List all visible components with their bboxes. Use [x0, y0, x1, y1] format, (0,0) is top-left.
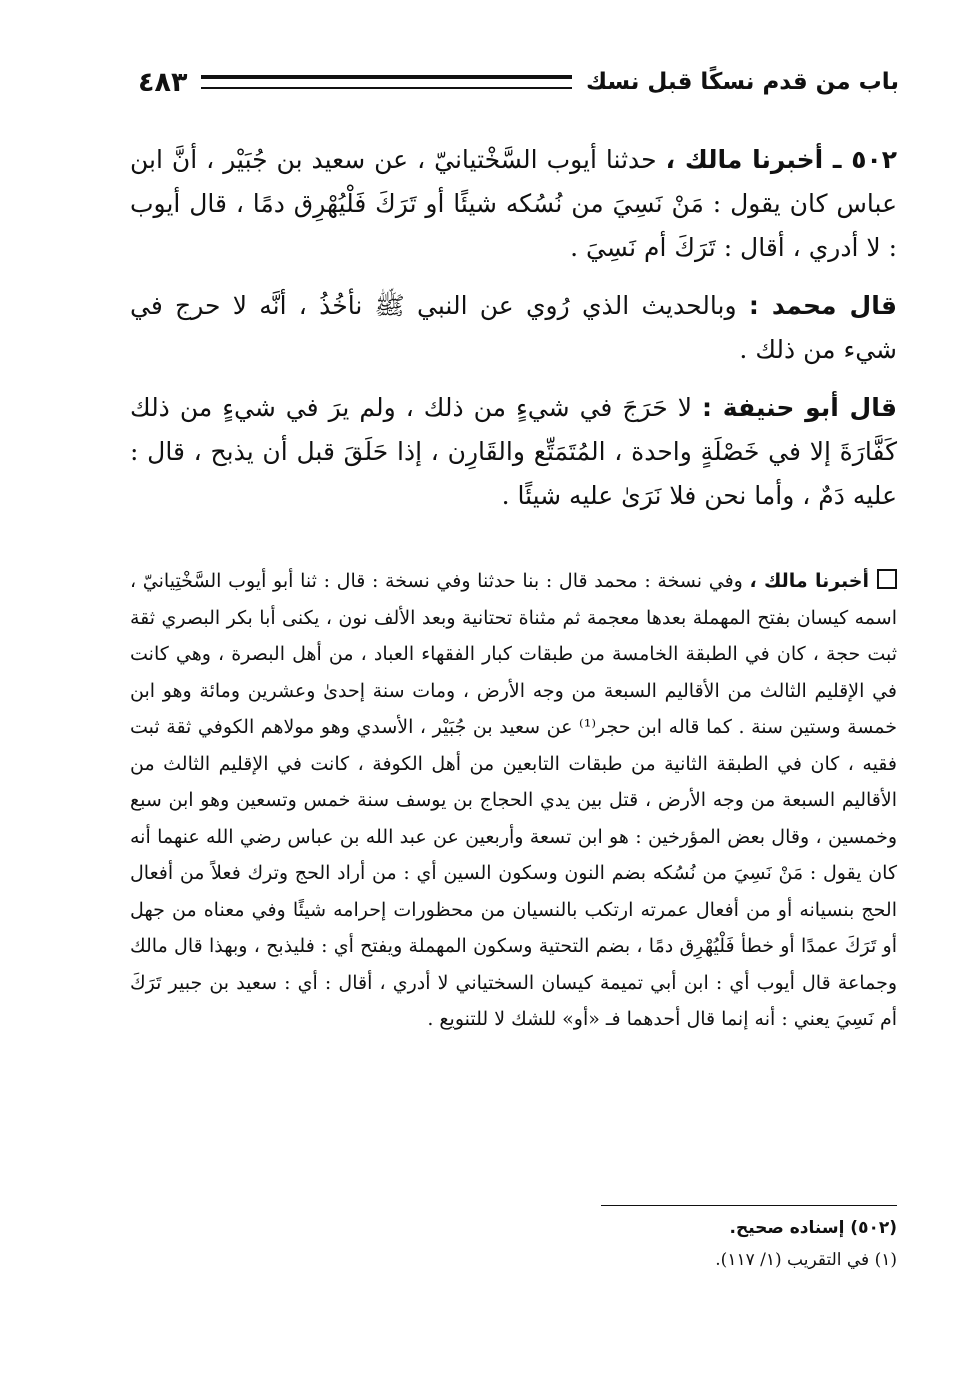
footnote-isnad: (٥٠٢) إسناده صحيح. — [729, 1218, 897, 1238]
commentary-lead: أخبرنا مالك ، — [749, 570, 869, 592]
hadith-paragraph — [130, 138, 897, 270]
paragraph-lead: قال أبو حنيفة : — [702, 393, 897, 422]
page-number: ٤٨٣ — [138, 66, 188, 98]
paragraph-text: لا حَرَجَ في شيءٍ من ذلك ، ولم يرَ في شيءٍ من ذلك كَفَّارَةَ إلا في خَصْلَةٍ واحدة ، المُتَمَتِّع والقَارِن ، إذا حَلَقَ قبل أن يذبح ، قال : عليه دَمٌ ، وأما نحن فلا نَرَىٰ عليه شيئًا . — [130, 393, 897, 510]
paragraph-lead: ٥٠٢ ـ أخبرنا مالك ، — [665, 145, 897, 174]
paragraph-text: حدثنا أيوب السَّخْتيانيّ ، عن سعيد بن جُبَيْر ، أنَّ ابن عباس كان يقول : مَنْ نَسِيَ من نُسُكه شيئًا أو تَرَكَ فَلْيُهْرِق دمًا ، قال أيوب : لا أدري ، أقال : تَرَكَ أم نَسِيَ . — [130, 145, 897, 262]
footnotes — [300, 1212, 897, 1276]
chapter-title: باب من قدم نسكًا قبل نسك — [585, 69, 899, 95]
square-marker-icon — [877, 569, 897, 589]
paragraph-lead: قال محمد : — [748, 291, 898, 320]
header-rule — [201, 75, 571, 89]
footnote-separator — [601, 1205, 897, 1206]
paragraph-text: وبالحديث الذي رُوي عن النبي ﷺ نأخُذُ ، أنَّه لا حرج في شيء من ذلك . — [130, 291, 897, 364]
commentary-block — [130, 563, 897, 1038]
page-header — [138, 58, 899, 106]
commentary-text: وفي نسخة : محمد قال : بنا حدثنا وفي نسخة : قال : ثنا أبو أيوب السَّخْتِيانيّ ، اسمه كيسان بفتح المهملة بعدها معجمة ثم مثناة تحتانية وبعد الألف نون ، يكنى أبا بكر البصري ثقة ثبت حجة ، كان في الطبقة الخامسة من طبقات كبار الفقهاء العباد ، من أهل البصرة ، وهي كانت في الإقليم الثالث من الأقاليم السبعة من وجه الأرض ، ومات سنة إحدىٰ وعشرين ومائة وهو ابن خمسة وستين سنة . كما قاله ابن حجر⁽¹⁾ عن سعيد بن جُبَيْر ، الأسدي وهو مولاهم الكوفي ثقة ثبت فقيه ، كان في الطبقة الثانية من طبقات التابعين من أهل الكوفة ، كانت في الإقليم الثالث من الأقاليم السبعة من وجه الأرض ، قتل بين يدي الحجاج بن يوسف سنة خمس وتسعين وهو ابن سبع وخمسين ، وقال بعض المؤرخين : هو ابن تسعة وأربعين عن عبد الله بن عباس رضي الله عنهما أنه كان يقول : مَنْ نَسِيَ من نُسُكه بضم النون وسكون السين أي : من أراد الحج وترك فعلاً من أفعال الحج بنسيانه أو من أفعال عمرته ارتكب بالنسيان من محظورات إحرامه شيئًا وفي معناه من جهل أو تَرَكَ عمدًا أو خطأ فَلْيُهْرِق دمًا ، بضم التحتية وسكون المهملة ويفتح أي : فليذبح ، وبهذا قال مالك وجماعة قال أيوب أي : ابن أبي تميمة كيسان السختياني لا أدري ، أقال : أي : سعيد بن جبير تَرَكَ أم نَسِيَ يعني : أنه إنما قال أحدهما فـ «أو» للشك لا للتنويع . — [130, 570, 898, 1030]
muhammad-paragraph — [130, 284, 897, 372]
abu-hanifa-paragraph — [130, 386, 897, 518]
main-text — [130, 138, 897, 532]
footnote-reference: (١) في التقريب (١/ ١١٧). — [715, 1250, 897, 1270]
